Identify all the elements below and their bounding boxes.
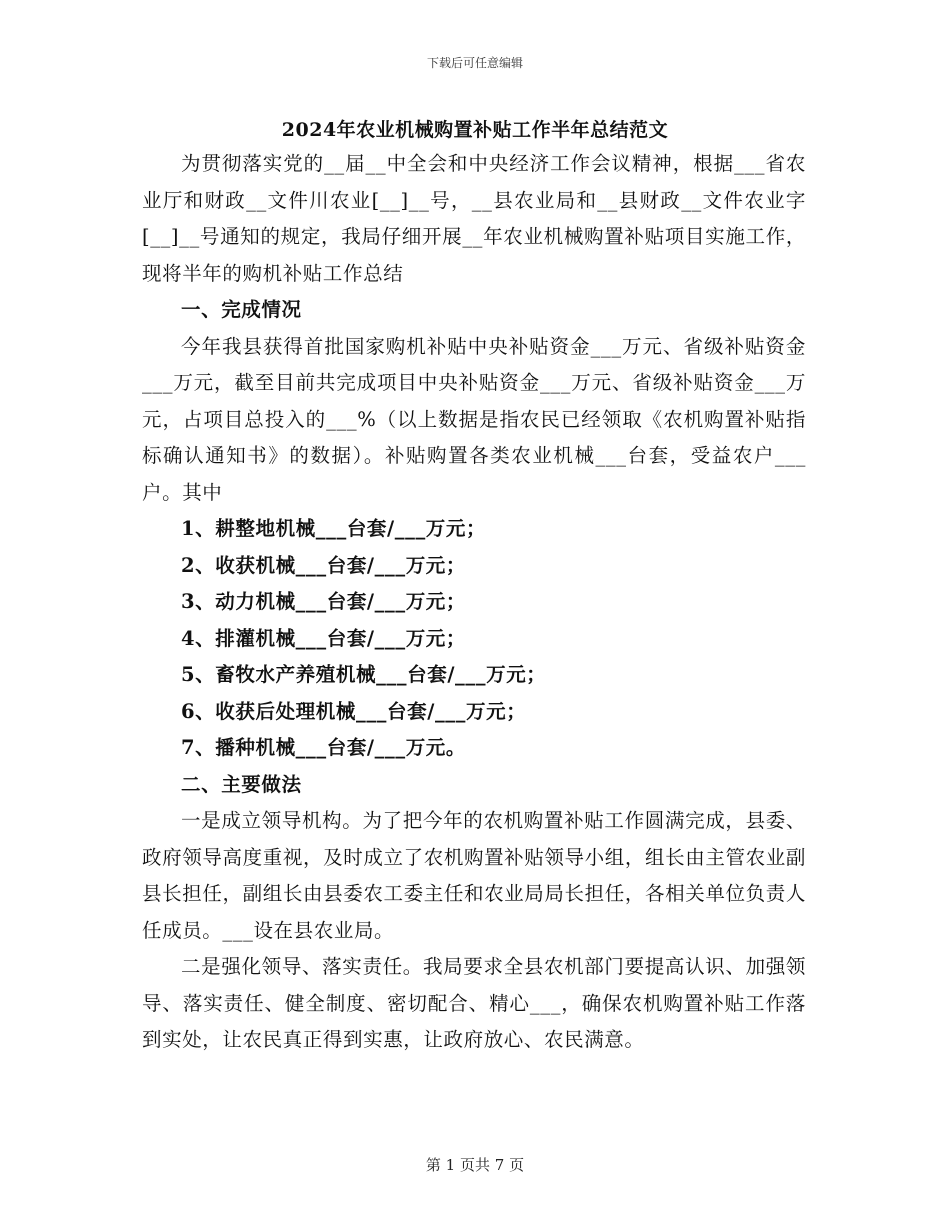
list-item: 1、耕整地机械___台套/___万元； [181, 517, 487, 540]
page-number-footer: 第 1 页共 7 页 [425, 1156, 525, 1174]
document-title: 2024年农业机械购置补贴工作半年总结范文 [281, 119, 669, 141]
list-item: 4、排灌机械___台套/___万元； [181, 626, 466, 650]
list-item: 6、收获后处理机械___台套/___万元； [181, 699, 527, 723]
section-heading-practices: 二、主要做法 [181, 772, 302, 796]
list-item: 7、播种机械___台套/___万元。 [181, 736, 466, 759]
download-note: 下载后可任意编辑 [426, 56, 523, 70]
list-item: 2、收获机械___台套/___万元； [181, 553, 466, 577]
list-item: 3、动力机械___台套/___万元； [181, 590, 466, 613]
completion-paragraph: 今年我县获得首批国家购机补贴中央补贴资金___万元、省级补贴资金___万元，截至目前共完成项目中央补贴资金___万元、省级补贴资金___万元，占项目总投入的___%（以上数据是指农民已经领取《农机购置补贴指标确认通知书》的数据）。补贴购置各类农业机械___台套，受益农户___户。其中 [142, 334, 806, 504]
list-item: 5、畜牧水产养殖机械___台套/___万元； [181, 663, 547, 686]
document-body [142, 146, 806, 1059]
section-heading-completion: 一、完成情况 [181, 298, 302, 321]
intro-paragraph: 为贯彻落实党的__届__中全会和中央经济工作会议精神，根据___省农业厅和财政__文件川农业[__]__号，__县农业局和__县财政__文件农业字[__]__号通知的规定，我局仔细开展__年农业机械购置补贴项目实施工作，现将半年的购机补贴工作总结 [142, 152, 806, 285]
practice-paragraph-1: 一是成立领导机构。为了把今年的农机购置补贴工作圆满完成，县委、政府领导高度重视，及时成立了农机购置补贴领导小组，组长由主管农业副县长担任，副组长由县委农工委主任和农业局局长担任，各相关单位负责人任成员。___设在县农业局。 [142, 809, 806, 942]
practice-paragraph-2: 二是强化领导、落实责任。我局要求全县农机部门要提高认识、加强领导、落实责任、健全制度、密切配合、精心___，确保农机购置补贴工作落到实处，让农民真正得到实惠，让政府放心、农民满意。 [142, 955, 806, 1051]
